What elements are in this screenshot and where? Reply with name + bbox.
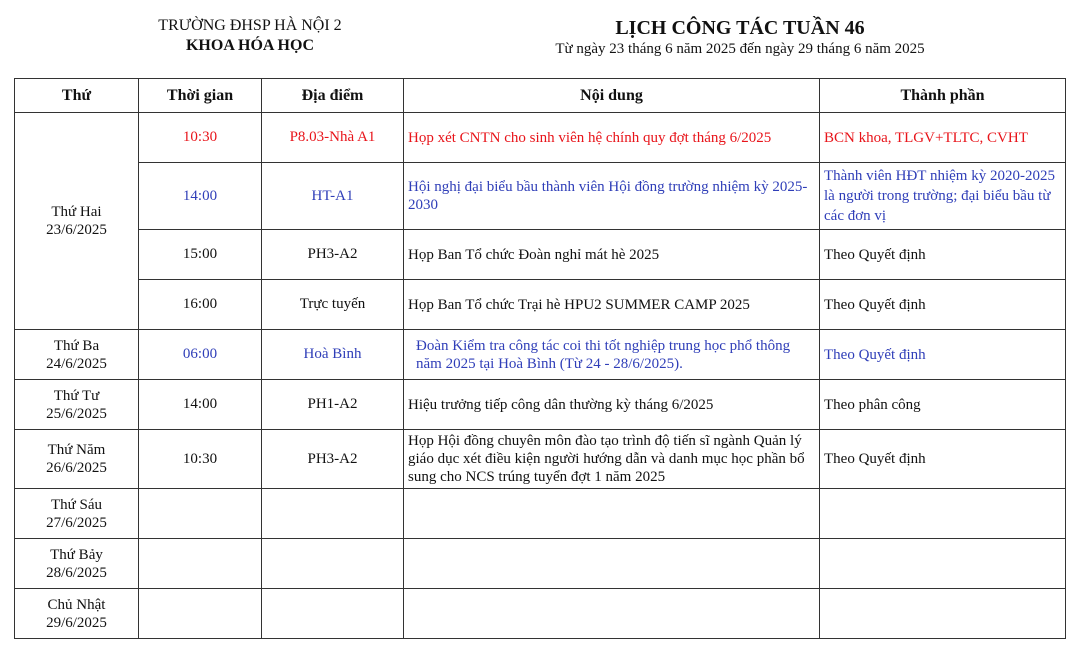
table-header-row [15, 79, 1066, 113]
empty-cell [820, 589, 1066, 639]
page-title: LỊCH CÔNG TÁC TUẦN 46 [615, 17, 865, 39]
place-cell: PH1-A2 [262, 380, 404, 430]
day-name: Thứ Ba [53, 337, 100, 354]
col-header-time: Thời gian [139, 79, 262, 113]
day-cell-fri [15, 489, 139, 539]
empty-cell [404, 489, 820, 539]
schedule-header [500, 16, 980, 58]
empty-cell [820, 539, 1066, 589]
date-range: Từ ngày 23 tháng 6 năm 2025 đến ngày 29 tháng 6 năm 2025 [555, 41, 925, 57]
faculty-name: KHOA HÓA HỌC [185, 37, 314, 54]
day-name: Thứ Bảy [50, 546, 103, 563]
empty-cell [404, 539, 820, 589]
time-cell: 10:30 [139, 430, 262, 489]
participants-cell: BCN khoa, TLGV+TLTC, CVHT [820, 113, 1066, 163]
col-header-content: Nội dung [404, 79, 820, 113]
table-row [15, 330, 1066, 380]
place-cell: HT-A1 [262, 163, 404, 230]
empty-cell [404, 589, 820, 639]
empty-cell [262, 589, 404, 639]
content-cell: Họp Ban Tổ chức Đoàn nghỉ mát hè 2025 [404, 230, 820, 280]
content-cell: Họp Hội đồng chuyên môn đào tạo trình độ tiến sĩ ngành Quản lý giáo dục xét điều kiện người hướng dẫn và danh mục học phần bổ sung cho NCS trúng tuyển đợt 1 năm 2025 [404, 430, 820, 489]
day-date: 27/6/2025 [46, 514, 107, 531]
table-row [15, 230, 1066, 280]
empty-cell [139, 489, 262, 539]
day-cell-sun [15, 589, 139, 639]
day-cell-mon [15, 113, 139, 330]
day-cell-wed [15, 380, 139, 430]
table-row [15, 589, 1066, 639]
participants-cell: Theo phân công [820, 380, 1066, 430]
time-cell: 10:30 [139, 113, 262, 163]
day-date: 25/6/2025 [46, 405, 107, 422]
empty-cell [820, 489, 1066, 539]
time-cell: 14:00 [139, 380, 262, 430]
day-cell-thu [15, 430, 139, 489]
institution-header [110, 16, 390, 56]
table-row [15, 489, 1066, 539]
content-cell: Đoàn Kiểm tra công tác coi thi tốt nghiệp trung học phổ thông năm 2025 tại Hoà Bình (Từ 24 - 28/6/2025). [404, 330, 820, 380]
place-cell: PH3-A2 [262, 230, 404, 280]
time-cell: 16:00 [139, 280, 262, 330]
table-row [15, 113, 1066, 163]
day-date: 24/6/2025 [46, 355, 107, 372]
time-cell: 06:00 [139, 330, 262, 380]
content-cell: Họp xét CNTN cho sinh viên hệ chính quy đợt tháng 6/2025 [404, 113, 820, 163]
day-name: Chủ Nhật [47, 596, 106, 613]
day-date: 29/6/2025 [46, 614, 107, 631]
table-row [15, 380, 1066, 430]
table-row [15, 280, 1066, 330]
table-row [15, 539, 1066, 589]
table-row [15, 430, 1066, 489]
day-name: Thứ Hai [51, 204, 102, 220]
day-name: Thứ Năm [47, 442, 106, 458]
empty-cell [262, 539, 404, 589]
empty-cell [139, 539, 262, 589]
participants-cell: Theo Quyết định [820, 280, 1066, 330]
participants-cell: Theo Quyết định [820, 430, 1066, 489]
day-date: 26/6/2025 [46, 460, 107, 476]
place-cell: P8.03-Nhà A1 [262, 113, 404, 163]
place-cell: Trực tuyến [262, 280, 404, 330]
day-name: Thứ Sáu [50, 496, 103, 513]
col-header-day: Thứ [15, 79, 139, 113]
col-header-participants: Thành phần [820, 79, 1066, 113]
participants-cell: Theo Quyết định [820, 230, 1066, 280]
time-cell: 15:00 [139, 230, 262, 280]
content-cell: Hiệu trưởng tiếp công dân thường kỳ tháng 6/2025 [404, 380, 820, 430]
table-row [15, 163, 1066, 230]
school-name: TRƯỜNG ĐHSP HÀ NỘI 2 [158, 17, 342, 34]
day-name: Thứ Tư [53, 387, 100, 404]
day-cell-sat [15, 539, 139, 589]
time-cell: 14:00 [139, 163, 262, 230]
schedule-table [14, 78, 1066, 639]
day-cell-tue [15, 330, 139, 380]
content-cell: Họp Ban Tổ chức Trại hè HPU2 SUMMER CAMP 2025 [404, 280, 820, 330]
content-cell: Hội nghị đại biểu bầu thành viên Hội đồng trường nhiệm kỳ 2025-2030 [404, 163, 820, 230]
empty-cell [139, 589, 262, 639]
day-date: 23/6/2025 [46, 222, 107, 238]
place-cell: PH3-A2 [262, 430, 404, 489]
place-cell: Hoà Bình [262, 330, 404, 380]
col-header-place: Địa điểm [262, 79, 404, 113]
day-date: 28/6/2025 [46, 564, 107, 581]
empty-cell [262, 489, 404, 539]
participants-cell: Theo Quyết định [820, 330, 1066, 380]
participants-cell: Thành viên HĐT nhiệm kỳ 2020-2025 là người trong trường; đại biểu bầu từ các đơn vị [820, 163, 1066, 230]
